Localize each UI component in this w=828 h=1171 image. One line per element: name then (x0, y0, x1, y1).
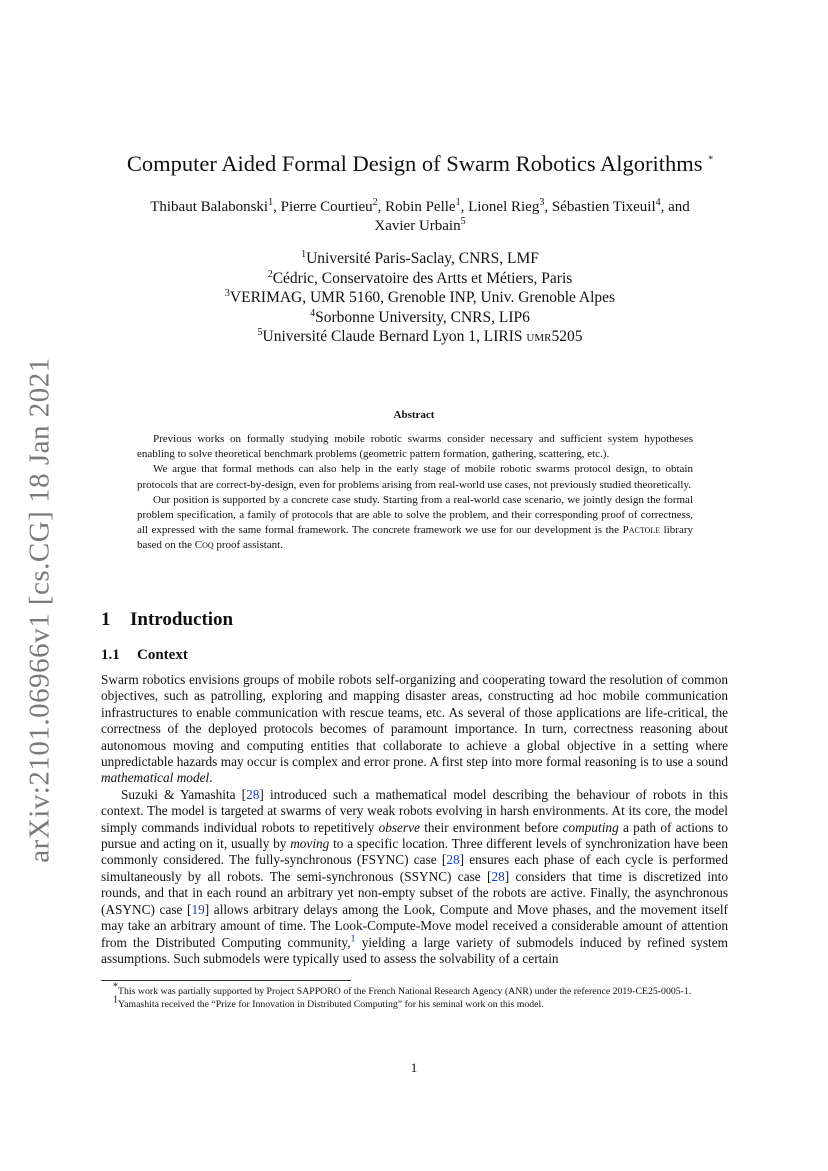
citation-link[interactable]: 19 (191, 901, 205, 917)
author-affil-mark: 2 (372, 197, 378, 208)
author-conjunction: , and (660, 199, 690, 215)
affiliation-line (100, 249, 740, 269)
abstract-body (137, 432, 693, 554)
body-text-run: ] considers that time is discretized into rounds, and that in each round an arbitrary yet non-empty subset of the robots are active. Finally, the asynchronous (ASYNC) case [ (101, 868, 729, 917)
body-text (101, 672, 728, 967)
coq-name: Coq (194, 539, 214, 552)
section-number: 1 (101, 609, 111, 630)
arxiv-identifier-text: arXiv:2101.06966v1 [cs.CG] 18 Jan 2021 (23, 357, 56, 863)
body-text-run: ] allows arbitrary delays among the Look, Compute and Move phases, and the movement itself may take an arbitrary amount of time. The Look-Compute-Move model received a considerable amount of attention from the Distributed Computing community, (101, 901, 728, 950)
body-text-run: . (209, 770, 213, 786)
body-paragraph (101, 787, 728, 967)
abstract-text: Our position is supported by a concrete case study. Starting from a real-world case scenario, we jointly design the formal problem specification, a family of protocols that are able to solve the problem, and their corresponding proof of correctness, all expressed with the same formal framework. The concrete framework we use for our development is the (137, 493, 693, 537)
subsection-number: 1.1 (101, 647, 120, 663)
author-affil-mark: 1 (455, 197, 461, 208)
affiliation-text: Sorbonne University, CNRS, LIP6 (315, 308, 530, 326)
affiliation-mark: 2 (267, 268, 273, 280)
subsection-title: Context (137, 647, 188, 663)
paper-title-text: Computer Aided Formal Design of Swarm Robotics Algorithms (126, 151, 703, 176)
footnote-text: This work was partially supported by Project SAPPORO of the French National Research Agency (ANR) under the reference 2019-CE25-0005-1. (118, 986, 692, 997)
author-affil-mark: 1 (268, 197, 274, 208)
author-name: , Sébastien Tixeuil (544, 199, 656, 215)
author-name: Thibaut Balabonski (150, 199, 269, 215)
abstract-paragraph: Previous works on formally studying mobile robotic swarms consider necessary and sufficient system hypotheses enabling to solve theoretical benchmark problems (geometric pattern formation, gathering, scattering, etc.). (137, 433, 693, 461)
body-text-run: their environment before (419, 819, 563, 835)
abstract-heading: Abstract (393, 409, 435, 421)
affiliation-text: VERIMAG, UMR 5160, Grenoble INP, Univ. Grenoble Alpes (229, 289, 616, 307)
author-name: , Lionel Rieg (460, 199, 540, 215)
affiliation-tail: 5205 (551, 328, 583, 346)
affiliation-list (100, 249, 740, 347)
footnote-mark: 1 (113, 994, 118, 1006)
footnote (101, 994, 728, 1011)
abstract-paragraph: We argue that formal methods can also help in the early stage of mobile robotic swarms protocol design, to obtain protocols that are correct-by-design, even for problems arising from real-world use cases, not previously studied theoretically. (137, 463, 693, 491)
citation-link[interactable]: 28 (246, 786, 260, 802)
affiliation-text: Université Paris-Saclay, CNRS, LMF (306, 250, 539, 267)
body-text-run: Swarm robotics envisions groups of mobile robots self-organizing and cooperating toward the resolution of common objectives, such as patrolling, exploring and mapping disaster areas, constructing ad hoc mobile communication infrastructures to enable communication with rescue teams, etc. As several of those applications are life-critical, the correctness of the deployed protocols becomes of paramount importance. In turn, correctness reasoning about autonomous moving and computing entities that collaborate to achieve a global objective in a setting where unpredictable hazards may occur is complex and error prone. A first step into more formal reasoning is to use a sound (101, 672, 728, 770)
title-footnote-mark: * (708, 154, 714, 166)
body-paragraph (101, 672, 728, 787)
affiliation-text: Université Claude Bernard Lyon 1, LIRIS (262, 328, 527, 346)
citation-link[interactable]: 28 (491, 868, 505, 884)
body-text-run: a path of actions to pursue and acting on it, usually by (101, 819, 728, 852)
pactole-name: Pactole (622, 524, 661, 537)
body-text-run: yielding a large variety of submodels induced by refined system assumptions. Such submodels were typically used to assess the solvability of a certain (101, 934, 728, 966)
footnote-link[interactable]: 1 (350, 933, 356, 945)
affiliation-line (100, 269, 740, 289)
affiliation-smallcaps: umr (526, 328, 552, 346)
section-heading-introduction (101, 609, 233, 631)
affiliation-mark: 5 (257, 327, 263, 339)
affiliation-mark: 3 (224, 288, 230, 300)
footnotes (101, 981, 728, 1011)
subsection-heading-context (101, 647, 188, 664)
arxiv-identifier-stamp (22, 357, 58, 863)
footnote-mark: * (113, 981, 118, 993)
abstract-paragraph (137, 493, 693, 554)
emphasis: computing (562, 819, 619, 835)
emphasis: mathematical model (101, 770, 210, 786)
author-affil-mark: 4 (655, 197, 661, 208)
footnote (101, 981, 728, 998)
body-text-run: ] introduced such a mathematical model describing the behaviour of robots in this context. The model is targeted at swarms of very weak robots evolving in harsh environments. At its core, the model simply commands individual robots to repetitively (101, 786, 728, 835)
section-title: Introduction (130, 609, 234, 630)
emphasis: observe (378, 819, 420, 835)
footnote-divider (101, 980, 351, 981)
affiliation-mark: 1 (301, 248, 307, 260)
author-name: Xavier Urbain (374, 218, 461, 234)
footnote-text: Yamashita received the “Prize for Innovation in Distributed Computing” for his seminal work on this model. (118, 999, 544, 1010)
author-name: , Pierre Courtieu (273, 199, 373, 215)
author-affil-mark: 3 (539, 197, 545, 208)
affiliation-line (100, 288, 740, 308)
author-affil-mark: 5 (460, 216, 466, 227)
emphasis: moving (290, 836, 330, 852)
affiliation-line (100, 308, 740, 328)
paper-title (90, 150, 750, 178)
affiliation-text: Cédric, Conservatoire des Artts et Métiers, Paris (272, 269, 573, 287)
page-number: 1 (410, 1060, 418, 1075)
author-name: , Robin Pelle (377, 199, 456, 215)
author-list (100, 198, 740, 236)
body-text-run: Suzuki & Yamashita [ (121, 786, 247, 802)
abstract-text: library based on the (137, 524, 693, 552)
abstract-text: proof assistant. (213, 539, 283, 552)
affiliation-mark: 4 (310, 307, 316, 319)
citation-link[interactable]: 28 (446, 852, 460, 868)
body-text-run: ] ensures each phase of each cycle is performed simultaneously by all robots. The semi-synchronous (SSYNC) case [ (101, 852, 728, 884)
affiliation-line (100, 327, 740, 347)
body-text-run: to a specific location. Three different levels of synchronization have been commonly considered. The fully-synchronous (FSYNC) case [ (101, 836, 728, 868)
